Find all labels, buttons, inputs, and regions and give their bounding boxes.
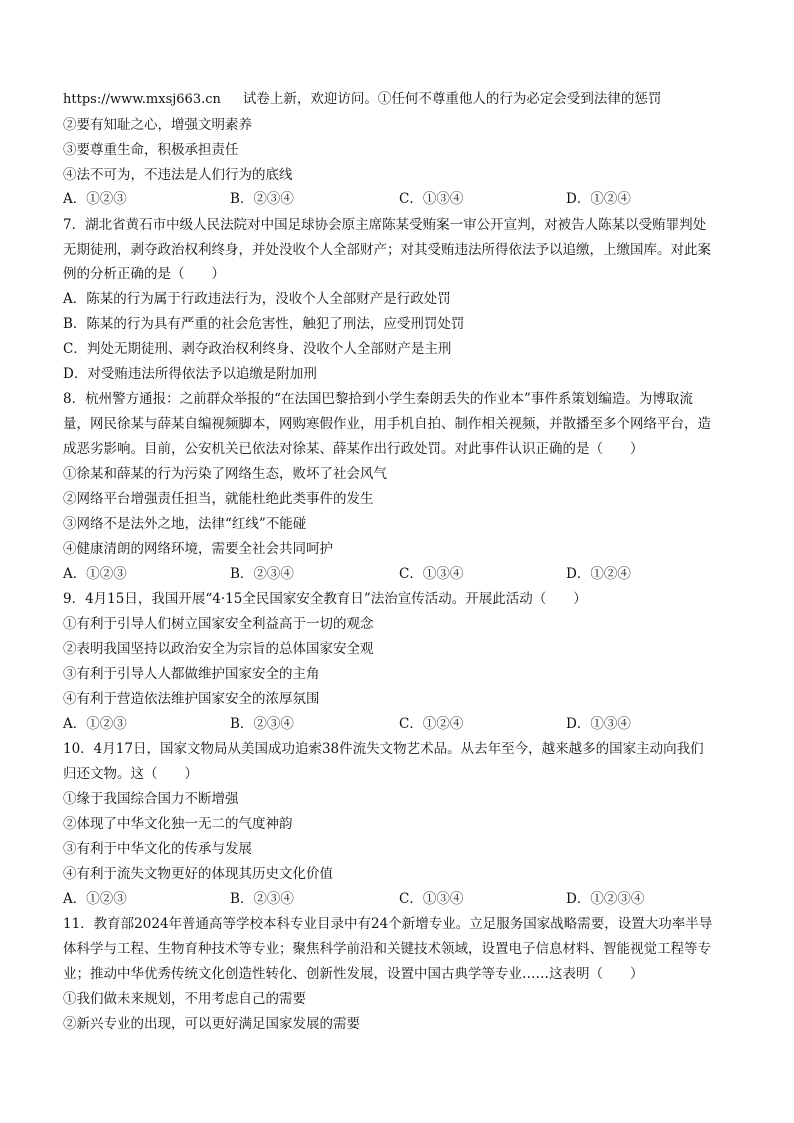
q6-option-a: A．①②③ — [63, 191, 127, 207]
q9-option-c: C．①②④ — [399, 716, 464, 732]
q10-option-b: B．②③④ — [230, 891, 294, 907]
q10-item-2: ②体现了中华文化独一无二的气度神韵 — [63, 816, 293, 832]
q10-item-3: ③有利于中华文化的传承与发展 — [63, 841, 252, 857]
q8-stem-line-3: 成恶劣影响。目前，公安机关已依法对徐某、薛某作出行政处罚。对此事件认识正确的是（ ） — [63, 441, 644, 457]
q6-item-1: ①任何不尊重他人的行为必定会受到法律的惩罚 — [377, 91, 662, 107]
q9-item-1: ①有利于引导人们树立国家安全利益高于一切的观念 — [63, 616, 374, 632]
q9-item-4: ④有利于营造依法维护国家安全的浓厚氛围 — [63, 691, 320, 707]
q6-options — [63, 190, 743, 208]
site-notice: 试卷上新，欢迎访问。 — [242, 91, 378, 107]
q7-choice-a: A．陈某的行为属于行政违法行为，没收个人全部财产是行政处罚 — [63, 291, 451, 307]
q6-item-3: ③要尊重生命，积极承担责任 — [63, 142, 239, 158]
q10-option-c: C．①③④ — [399, 891, 464, 907]
q6-option-b: B．②③④ — [230, 191, 294, 207]
q8-stem-line-2: 量，网民徐某与薛某自编视频脚本，网购寒假作业，用手机自拍、制作相关视频，并散播至多个网络平台，造 — [63, 416, 711, 432]
q6-item-2: ②要有知耻之心，增强文明素养 — [63, 117, 252, 133]
q10-item-4: ④有利于流失文物更好的体现其历史文化价值 — [63, 866, 333, 882]
q9-option-d: D．①③④ — [566, 716, 631, 732]
q6-option-c: C．①③④ — [399, 191, 464, 207]
site-url-link[interactable]: https://www.mxsj663.cn — [63, 92, 221, 107]
q10-option-a: A．①②③ — [63, 891, 127, 907]
q6-item-4: ④法不可为，不违法是人们行为的底线 — [63, 167, 293, 183]
q9-item-3: ③有利于引导人人都做维护国家安全的主角 — [63, 666, 320, 682]
q10-options — [63, 890, 743, 908]
q7-choice-b: B．陈某的行为具有严重的社会危害性，触犯了刑法，应受刑罚处罚 — [63, 316, 465, 332]
q8-option-d: D．①②④ — [566, 566, 631, 582]
q10-option-d: D．①②③④ — [566, 891, 645, 907]
q7-choice-d: D．对受贿违法所得依法予以追缴是附加刑 — [63, 366, 317, 382]
q8-option-c: C．①③④ — [399, 566, 464, 582]
q10-item-1: ①缘于我国综合国力不断增强 — [63, 791, 239, 807]
q8-item-4: ④健康清朗的网络环境，需要全社会共同呵护 — [63, 541, 333, 557]
q8-stem-line-1: 8．杭州警方通报：之前群众举报的“在法国巴黎拾到小学生秦朗丢失的作业本”事件系策划编造。为博取流 — [63, 391, 693, 407]
q8-item-3: ③网络不是法外之地，法律“红线”不能碰 — [63, 516, 307, 532]
q8-item-2: ②网络平台增强责任担当，就能杜绝此类事件的发生 — [63, 491, 374, 507]
q7-stem-line-2: 无期徒刑，剥夺政治权利终身，并处没收个人全部财产；对其受贿违法所得依法予以追缴，上缴国库。对此案 — [63, 242, 711, 258]
q9-stem-line-1: 9．4月15日，我国开展“4·15全民国家安全教育日”法治宣传活动。开展此活动（ ） — [63, 591, 587, 607]
q10-stem-line-2: 归还文物。这（ ） — [63, 766, 198, 782]
q11-stem-line-1: 11．教育部2024年普通高等学校本科专业目录中有24个新增专业。立足服务国家战略需要，设置大功率半导 — [63, 916, 713, 932]
q6-option-d: D．①②④ — [566, 191, 631, 207]
q9-item-2: ②表明我国坚持以政治安全为宗旨的总体国家安全观 — [63, 641, 374, 657]
q8-option-a: A．①②③ — [63, 566, 127, 582]
q8-item-1: ①徐某和薛某的行为污染了网络生态，败坏了社会风气 — [63, 466, 387, 482]
q11-item-1: ①我们做未来规划，不用考虑自己的需要 — [63, 991, 306, 1007]
q8-options — [63, 565, 743, 583]
q7-stem-line-3: 例的分析正确的是（ ） — [63, 266, 225, 282]
q7-choice-c: C．判处无期徒刑、剥夺政治权利终身、没收个人全部财产是主刑 — [63, 341, 452, 357]
q7-stem-line-1: 7．湖北省黄石市中级人民法院对中国足球协会原主席陈某受贿案一审公开宣判，对被告人陈某以受贿罪判处 — [63, 217, 707, 233]
q11-item-2: ②新兴专业的出现，可以更好满足国家发展的需要 — [63, 1016, 360, 1032]
q9-options — [63, 715, 743, 733]
q8-option-b: B．②③④ — [230, 566, 294, 582]
header-line — [63, 90, 743, 109]
q11-stem-line-3: 业；推动中华优秀传统文化创造性转化、创新性发展，设置中国古典学等专业……这表明（ ） — [63, 966, 644, 982]
q9-option-b: B．②③④ — [230, 716, 294, 732]
q11-stem-line-2: 体科学与工程、生物育种技术等专业；聚焦科学前沿和关键技术领域，设置电子信息材料、智能视觉工程等专 — [63, 941, 711, 957]
q9-option-a: A．①②③ — [63, 716, 127, 732]
q10-stem-line-1: 10．4月17日，国家文物局从美国成功追索38件流失文物艺术品。从去年至今，越来越多的国家主动向我们 — [63, 741, 704, 757]
